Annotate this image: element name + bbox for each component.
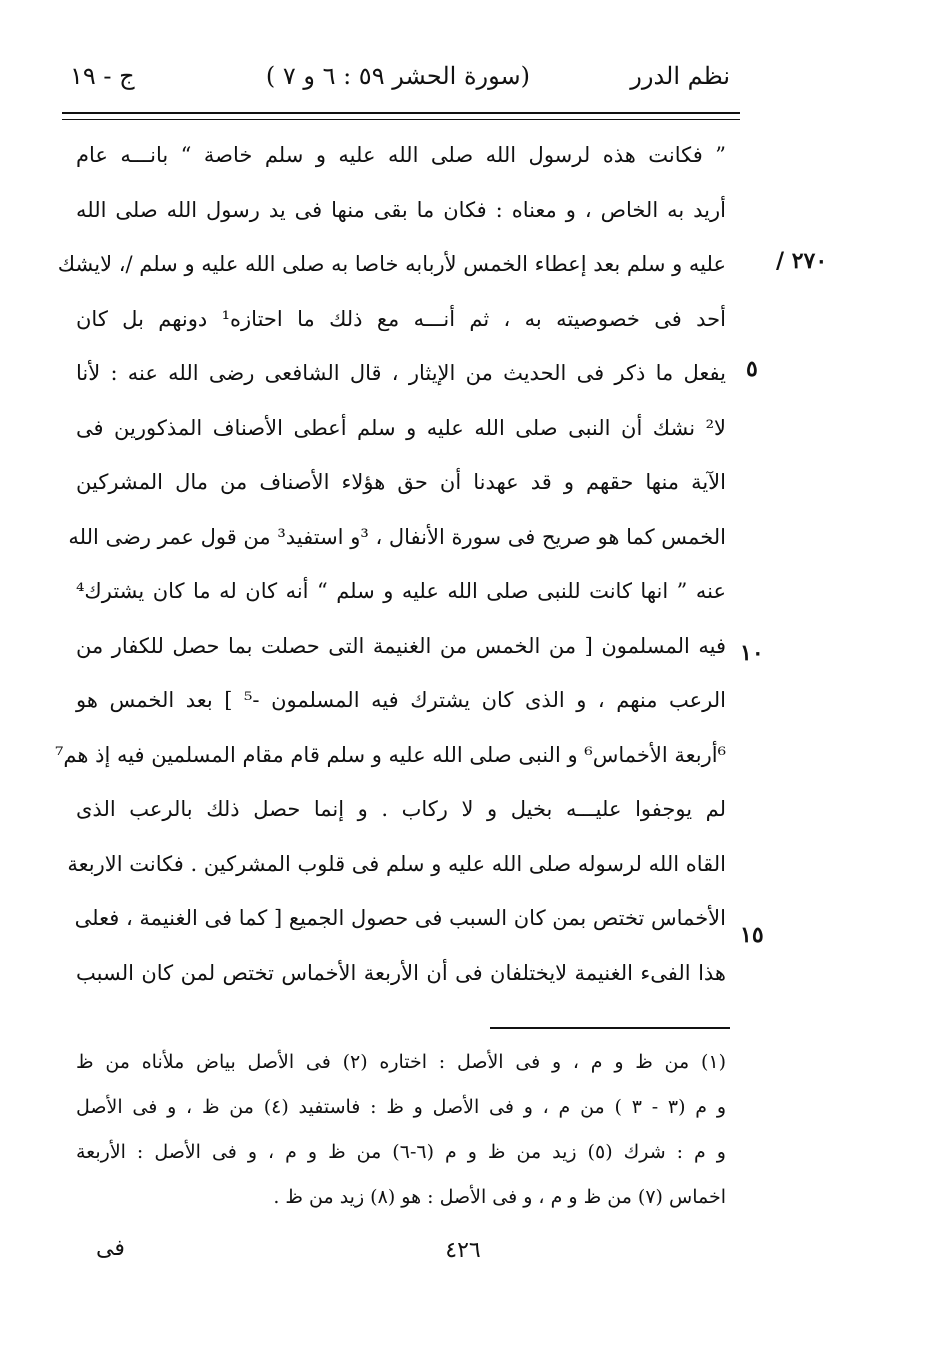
text-line: الآية منها حقهم و قد عهدنا أن حق هؤلاء الأصناف من مال المشركين: [76, 470, 726, 494]
page-number: ٤٢٦: [445, 1238, 481, 1263]
volume-number: ج - ١٩: [70, 62, 135, 90]
text-line: ” فكانت هذه لرسول الله صلى الله عليه و سلم خاصة “ بانـــه عام: [76, 143, 726, 167]
text-line: أريد به الخاص ، و معناه : فكان ما بقى منها فى يد رسول الله صلى الله: [76, 197, 726, 222]
folio-marker: ٢٧٠ /: [776, 248, 828, 274]
line-number-10: ١٠: [740, 640, 764, 666]
line-number-15: ١٥: [740, 922, 764, 948]
footnote-line: (١) من ظ و م ، و فى الأصل : اختاره (٢) فى الأصل بياض ملأناه من ظ: [76, 1051, 726, 1073]
text-line: يفعل ما ذكر فى الحديث من الإيثار ، قال الشافعى رضى الله عنه : لأنا: [76, 361, 726, 385]
text-line: الأخماس تختص بمن كان السبب فى حصول الجميع [ كما فى الغنيمة ، فعلى: [74, 906, 726, 930]
text-line: ⁶أربعة الأخماس⁶ و النبى صلى الله عليه و سلم قام مقام المسلمين فيه إذ هم⁷: [54, 742, 726, 767]
text-line: لم يوجفوا عليـــه بخيل و لا ركاب . و إنما حصل ذلك بالرعب الذى: [76, 797, 726, 821]
text-line: الرعب منهم ، و الذى كان يشترك فيه المسلمون -⁵ ] بعد الخمس هو: [76, 688, 726, 712]
surah-reference: (سورة الحشر ٥٩ : ٦ و ٧ ): [265, 62, 530, 90]
text-line: القاه الله لرسوله صلى الله عليه و سلم فى قلوب المشركين . فكانت الاربعة: [67, 851, 726, 876]
main-text: [54, 128, 726, 1000]
footnote-line: اخماس (٧) من ظ و م ، و فى الأصل : هو (٨) زيد من ظ .: [273, 1186, 726, 1208]
header-rule: [62, 112, 740, 120]
footnote-line: و م (٣ - ٣ ) من م ، و فى الأصل و ظ : فاستفيد (٤) من ظ ، و فى الأصل: [76, 1096, 727, 1118]
catchword: فى: [96, 1236, 125, 1261]
text-line: أحد فى خصوصيته به ، ثم أنـــه مع ذلك ما احتازه¹ دونهم بل كان: [76, 306, 726, 331]
book-title: نظم الدرر: [630, 62, 730, 90]
footnotes: [76, 1040, 726, 1220]
footnote-line: و م : شرك (٥) زيد من ظ و م (٦-٦) من ظ و م ، و فى الأصل : الأربعة: [76, 1141, 726, 1163]
text-line: عنه ” انها كانت للنبى صلى الله عليه و سلم “ أنه كان له ما كان يشترك⁴: [76, 579, 726, 603]
text-line: الخمس كما هو صريح فى سورة الأنفال ، ³و استفيد³ من قول عمر رضى الله: [68, 524, 726, 549]
text-line: لا² نشك أن النبى صلى الله عليه و سلم أعطى الأصناف المذكورين فى: [76, 415, 726, 440]
running-header: [70, 62, 730, 102]
text-line: فيه المسلمون [ من الخمس من الغنيمة التى حصلت بما حصل للكفار من: [76, 633, 726, 658]
text-line: عليه و سلم بعد إعطاء الخمس لأربابه خاصا به صلى الله عليه و سلم /، لايشك: [57, 252, 726, 276]
footnote-separator: [490, 1027, 730, 1029]
line-number-5: ٥: [746, 356, 758, 382]
text-line: هذا الفىء الغنيمة لايختلفان فى أن الأربعة الأخماس تختص لمن كان السبب: [76, 960, 726, 985]
